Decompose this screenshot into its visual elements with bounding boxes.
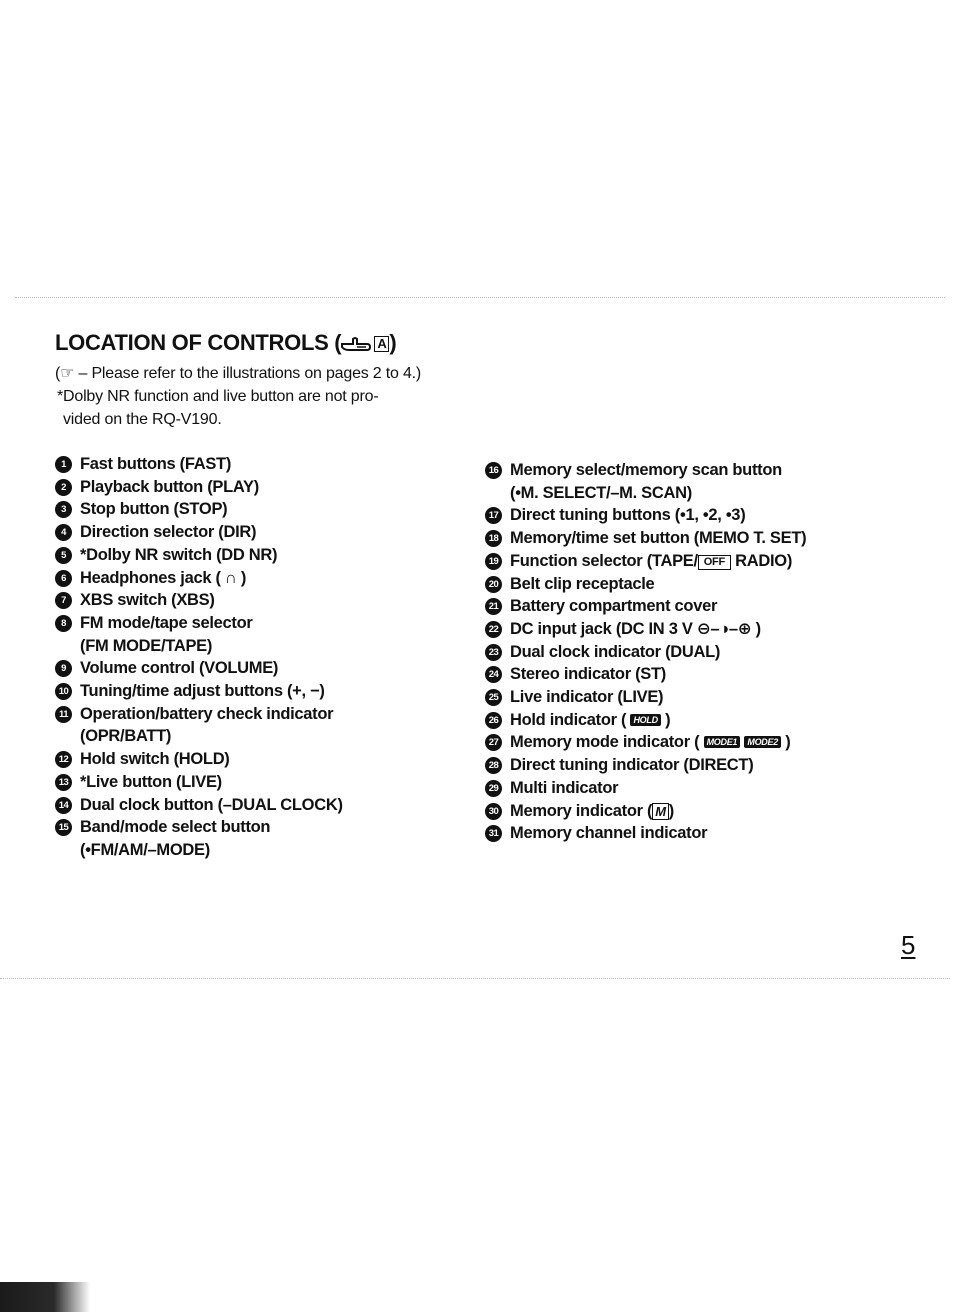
item-number-badge: 23 bbox=[485, 644, 502, 661]
control-item bbox=[485, 459, 905, 504]
item-number-badge: 27 bbox=[485, 734, 502, 751]
control-item bbox=[55, 521, 475, 544]
control-item bbox=[55, 657, 475, 680]
item-number-badge: 18 bbox=[485, 530, 502, 547]
illustration-a-box: A bbox=[374, 336, 389, 352]
title-close-paren: ) bbox=[389, 330, 397, 355]
item-number-badge: 1 bbox=[55, 456, 72, 473]
item-number-badge: 29 bbox=[485, 780, 502, 797]
control-label: Multi indicator bbox=[510, 778, 619, 797]
item-number-badge: 4 bbox=[55, 524, 72, 541]
control-label: Headphones jack ( ∩ ) bbox=[80, 568, 247, 587]
control-label-suffix: ) bbox=[668, 801, 674, 820]
bottom-dotted-rule bbox=[0, 978, 950, 979]
control-label: FM mode/tape selector bbox=[80, 613, 253, 632]
control-label-cont: (OPR/BATT) bbox=[80, 727, 172, 746]
control-item bbox=[485, 731, 905, 754]
control-label: Stereo indicator (ST) bbox=[510, 665, 666, 684]
control-label: Hold switch (HOLD) bbox=[80, 750, 230, 769]
control-label: Band/mode select button bbox=[80, 818, 271, 837]
control-item bbox=[55, 544, 475, 567]
control-label: Live indicator (LIVE) bbox=[510, 688, 664, 707]
item-number-badge: 19 bbox=[485, 553, 502, 570]
item-number-badge: 21 bbox=[485, 598, 502, 615]
item-number-badge: 8 bbox=[55, 615, 72, 632]
item-number-badge: 2 bbox=[55, 479, 72, 496]
control-label: Hold indicator ( bbox=[510, 710, 631, 729]
mode2-badge-icon: MODE2 bbox=[744, 736, 781, 748]
item-number-badge: 24 bbox=[485, 666, 502, 683]
title-open-paren: ( bbox=[334, 330, 342, 355]
item-number-badge: 13 bbox=[55, 774, 72, 791]
control-label: XBS switch (XBS) bbox=[80, 591, 215, 610]
memory-m-icon: M bbox=[652, 803, 669, 820]
item-number-badge: 16 bbox=[485, 462, 502, 479]
control-item bbox=[55, 816, 475, 861]
dolby-note-line2: vided on the RQ-V190. bbox=[63, 411, 222, 428]
control-label: Dual clock indicator (DUAL) bbox=[510, 642, 721, 661]
control-item bbox=[485, 504, 905, 527]
control-item bbox=[55, 703, 475, 748]
intro-text bbox=[55, 362, 495, 431]
reference-line: (☞ – Please refer to the illustrations on pages 2 to 4.) bbox=[55, 365, 422, 382]
control-label: DC input jack (DC IN 3 V ⊖–◑–⊕ ) bbox=[510, 619, 761, 638]
control-label: Playback button (PLAY) bbox=[80, 477, 259, 496]
item-number-badge: 31 bbox=[485, 825, 502, 842]
item-number-badge: 11 bbox=[55, 706, 72, 723]
control-label: Dual clock button (–DUAL CLOCK) bbox=[80, 795, 343, 814]
control-item bbox=[485, 527, 905, 550]
control-item bbox=[55, 498, 475, 521]
control-label: Direct tuning indicator (DIRECT) bbox=[510, 756, 754, 775]
control-item bbox=[55, 612, 475, 657]
control-label-cont: (FM MODE/TAPE) bbox=[80, 636, 213, 655]
mode1-badge-icon: MODE1 bbox=[704, 736, 741, 748]
control-label: Fast buttons (FAST) bbox=[80, 455, 232, 473]
control-item bbox=[55, 794, 475, 817]
control-label-cont: (•M. SELECT/–M. SCAN) bbox=[510, 483, 692, 502]
title-text: LOCATION OF CONTROLS bbox=[55, 330, 329, 355]
control-item bbox=[55, 567, 475, 590]
item-number-badge: 17 bbox=[485, 507, 502, 524]
control-label: Memory/time set button (MEMO T. SET) bbox=[510, 529, 807, 548]
control-item bbox=[485, 777, 905, 800]
control-item bbox=[485, 641, 905, 664]
control-label-suffix: ) bbox=[660, 710, 671, 729]
control-label: Operation/battery check indicator bbox=[80, 704, 334, 723]
item-number-badge: 12 bbox=[55, 751, 72, 768]
page-title bbox=[55, 330, 396, 356]
pointing-hand-icon bbox=[341, 334, 371, 352]
control-label: Battery compartment cover bbox=[510, 597, 718, 616]
hold-badge-icon: HOLD bbox=[630, 714, 660, 726]
item-number-badge: 3 bbox=[55, 501, 72, 518]
item-number-badge: 20 bbox=[485, 576, 502, 593]
item-number-badge: 9 bbox=[55, 660, 72, 677]
control-label: *Live button (LIVE) bbox=[80, 772, 222, 791]
item-number-badge: 14 bbox=[55, 797, 72, 814]
dolby-note bbox=[55, 385, 495, 431]
item-number-badge: 5 bbox=[55, 547, 72, 564]
control-label: Memory indicator ( bbox=[510, 801, 653, 820]
control-label: *Dolby NR switch (DD NR) bbox=[80, 545, 278, 564]
control-label: Belt clip receptacle bbox=[510, 574, 655, 593]
item-number-badge: 28 bbox=[485, 757, 502, 774]
control-label: Memory select/memory scan button bbox=[510, 461, 782, 479]
control-label: Direction selector (DIR) bbox=[80, 523, 257, 542]
control-label: Direct tuning buttons (•1, •2, •3) bbox=[510, 506, 746, 525]
off-box-indicator: OFF bbox=[698, 555, 731, 570]
control-item bbox=[55, 453, 475, 476]
control-item bbox=[485, 618, 905, 641]
control-label-suffix: RADIO) bbox=[730, 551, 793, 570]
control-item bbox=[485, 754, 905, 777]
control-item bbox=[485, 573, 905, 596]
control-item bbox=[485, 709, 905, 732]
item-number-badge: 7 bbox=[55, 592, 72, 609]
control-label: Volume control (VOLUME) bbox=[80, 659, 279, 678]
item-number-badge: 6 bbox=[55, 570, 72, 587]
item-number-badge: 30 bbox=[485, 803, 502, 820]
control-label: Stop button (STOP) bbox=[80, 500, 228, 519]
dolby-note-line1: *Dolby NR function and live button are not pro- bbox=[57, 388, 379, 405]
control-item bbox=[55, 680, 475, 703]
control-label: Function selector (TAPE/ bbox=[510, 551, 698, 570]
controls-list-right bbox=[485, 459, 905, 845]
control-label: Tuning/time adjust buttons (+, −) bbox=[80, 682, 325, 701]
control-item bbox=[485, 800, 905, 823]
control-item bbox=[485, 595, 905, 618]
control-item bbox=[55, 476, 475, 499]
control-label: Memory mode indicator ( bbox=[510, 733, 704, 752]
controls-list-left bbox=[55, 453, 475, 862]
control-item bbox=[55, 771, 475, 794]
control-item bbox=[55, 748, 475, 771]
item-number-badge: 25 bbox=[485, 689, 502, 706]
control-item bbox=[485, 663, 905, 686]
page-number: 5 bbox=[901, 930, 916, 960]
top-dotted-rule bbox=[15, 297, 945, 298]
control-item bbox=[485, 822, 905, 845]
item-number-badge: 22 bbox=[485, 621, 502, 638]
control-item bbox=[485, 550, 905, 573]
control-label-cont: (•FM/AM/–MODE) bbox=[80, 840, 210, 859]
scan-corner-mark bbox=[0, 1282, 90, 1312]
control-item bbox=[485, 686, 905, 709]
control-label: Memory channel indicator bbox=[510, 824, 708, 843]
item-number-badge: 10 bbox=[55, 683, 72, 700]
control-label-suffix: ) bbox=[780, 733, 791, 752]
control-item bbox=[55, 589, 475, 612]
item-number-badge: 26 bbox=[485, 712, 502, 729]
item-number-badge: 15 bbox=[55, 819, 72, 836]
